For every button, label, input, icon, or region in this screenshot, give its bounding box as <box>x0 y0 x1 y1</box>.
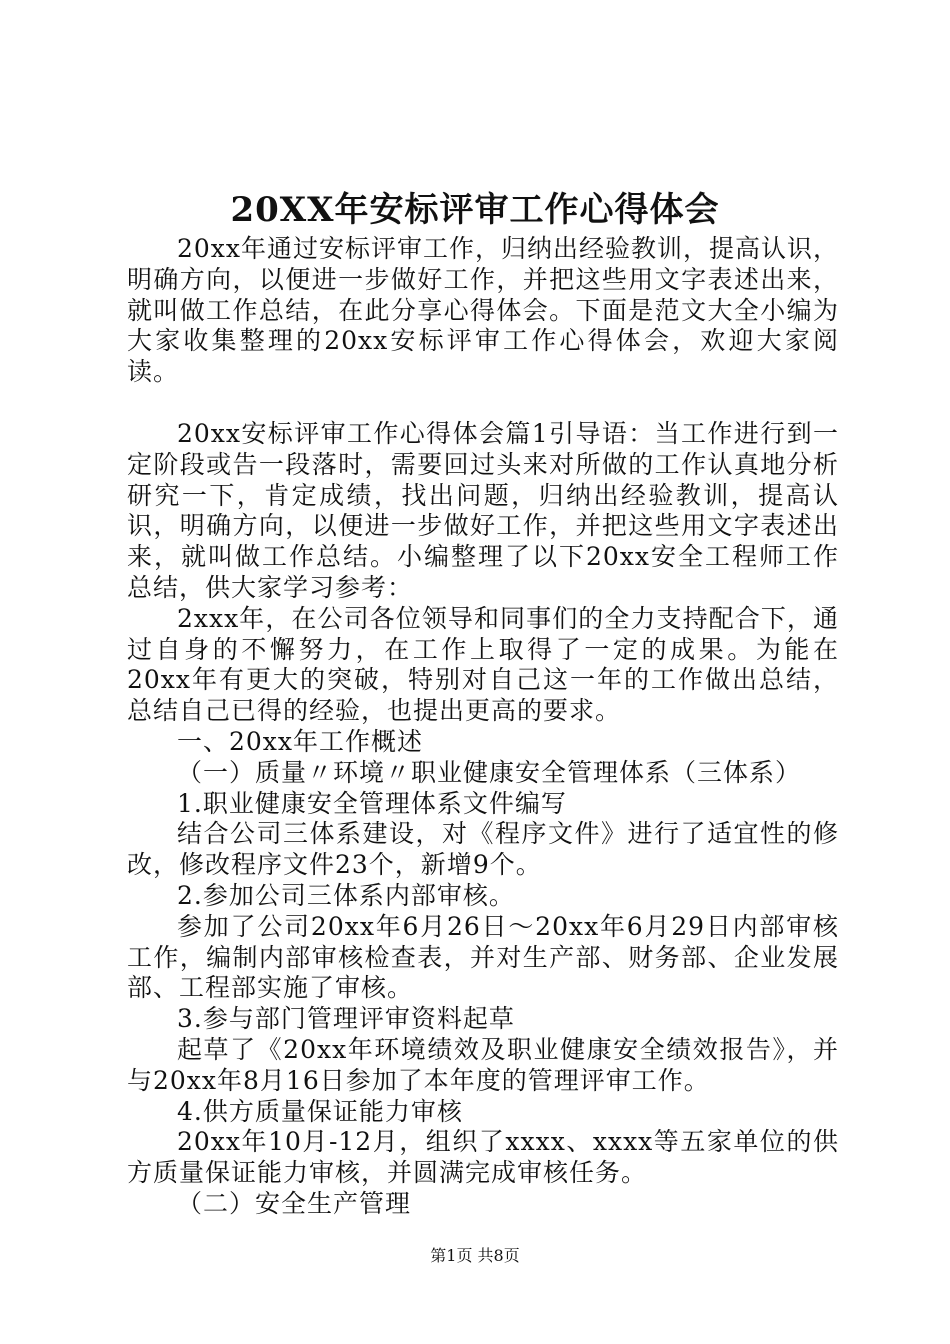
item-heading-2: 2.参加公司三体系内部审核。 <box>177 880 515 910</box>
item-text-4: 20xx年10月-12月，组织了xxxx、xxxx等五家单位的供方质量保证能力审核，并圆满完成审核任务。 <box>127 1127 839 1188</box>
page-footer: 第1页 共8页 <box>430 1246 520 1265</box>
item-heading-3: 3.参与部门管理评审资料起草 <box>177 1004 515 1034</box>
paragraph-article-lead: 20xx安标评审工作心得体会篇1引导语：当工作进行到一定阶段或告一段落时，需要回过头来对所做的工作认真地分析研究一下，肯定成绩，找出问题，归纳出经验教训，提高认识，明确方向，以便进一步做好工作，并把这些用文字表述出来，就叫做工作总结。小编整理了以下20xx安全工程师工作总结，供大家学习参考： <box>127 418 839 602</box>
subsection-heading-safety: （二）安全生产管理 <box>177 1188 412 1218</box>
item-text-2: 参加了公司20xx年6月26日～20xx年6月29日内部审核工作，编制内部审核检查表，并对生产部、财务部、企业发展部、工程部实施了审核。 <box>127 911 839 1003</box>
document-body <box>127 234 839 1220</box>
item-heading-1: 1.职业健康安全管理体系文件编写 <box>177 788 567 818</box>
document-title: 20XX年安标评审工作心得体会 <box>230 190 720 230</box>
item-text-1: 结合公司三体系建设，对《程序文件》进行了适宜性的修改，修改程序文件23个，新增9个。 <box>127 819 839 880</box>
paragraph-intro: 20xx年通过安标评审工作，归纳出经验教训，提高认识，明确方向，以便进一步做好工作，并把这些用文字表述出来，就叫做工作总结，在此分享心得体会。下面是范文大全小编为大家收集整理的20xx安标评审工作心得体会，欢迎大家阅读。 <box>127 234 840 387</box>
section-heading-overview: 一、20xx年工作概述 <box>177 726 424 756</box>
item-heading-4: 4.供方质量保证能力审核 <box>177 1096 463 1126</box>
item-text-3: 起草了《20xx年环境绩效及职业健康安全绩效报告》，并与20xx年8月16日参加了本年度的管理评审工作。 <box>127 1034 839 1095</box>
paragraph-year-summary: 2xxx年，在公司各位领导和同事们的全力支持配合下，通过自身的不懈努力，在工作上取得了一定的成果。为能在20xx年有更大的突破，特别对自己这一年的工作做出总结，总结自己已得的经验，也提出更高的要求。 <box>127 603 839 726</box>
subsection-heading-three-systems: （一）质量〃环境〃职业健康安全管理体系（三体系） <box>177 757 802 787</box>
paragraph-spacer <box>127 388 839 419</box>
